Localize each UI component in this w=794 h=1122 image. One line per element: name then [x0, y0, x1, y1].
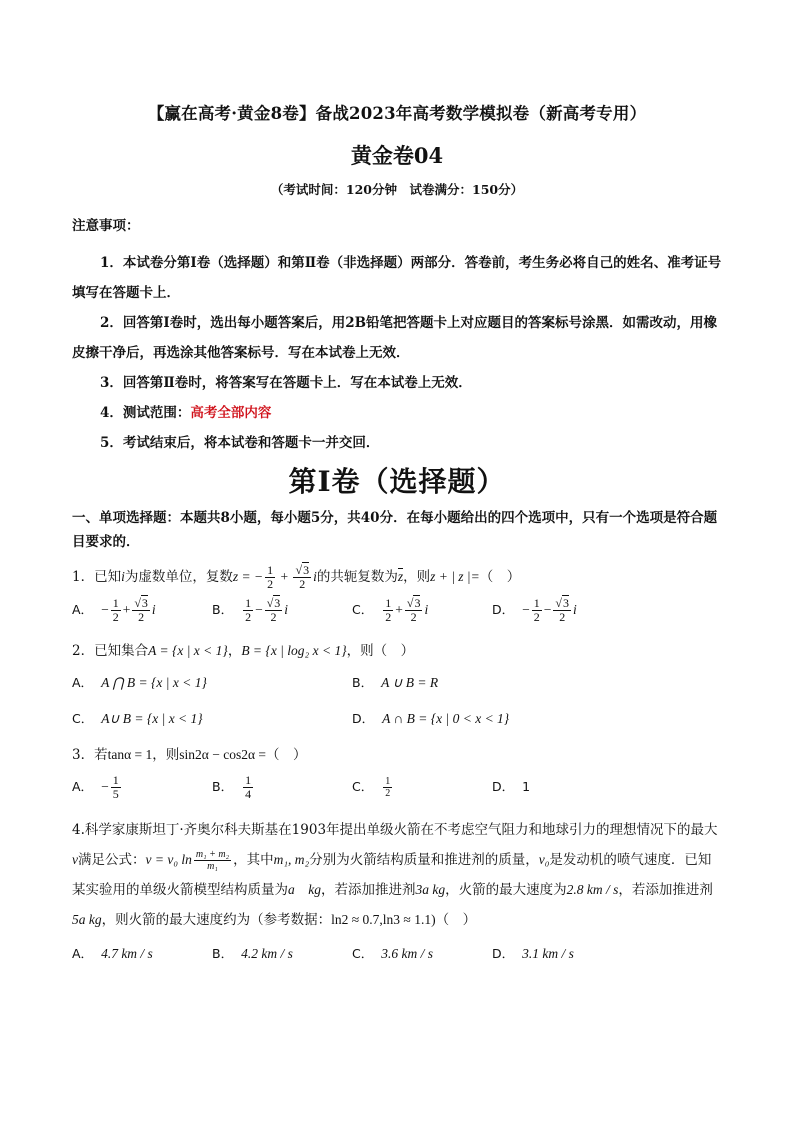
q3-option-a[interactable]: A． − $\frac{1}{5}$: [72, 773, 119, 801]
q1-option-b[interactable]: B． $\frac{1}{2}$ − $\frac{√3}{2}$ i: [212, 596, 289, 624]
q4-option-c[interactable]: C． 3.6 km / s: [352, 946, 433, 961]
q4-option-d[interactable]: D． 3.1 km / s: [492, 946, 574, 961]
paper-title: 黄金卷04: [350, 143, 444, 168]
paper-series-title: 【赢在高考·黄金8卷】备战2023年高考数学模拟卷（新高考专用）: [147, 104, 647, 123]
q2-option-d[interactable]: D． A ∩ B = {x | 0 < x < 1}: [352, 711, 510, 726]
question-1-options: [72, 597, 722, 624]
note-item-3: 3．回答第Ⅱ卷时，将答案写在答题卡上．写在本试卷上无效．: [100, 375, 472, 391]
exam-page: [72, 100, 722, 981]
q2-option-a[interactable]: A． A ⋂ B = {x | x < 1}: [72, 675, 207, 690]
q2-option-c[interactable]: C． A∪ B = {x | x < 1}: [72, 711, 203, 726]
question-2: 2．已知集合A = {x | x < 1}，B = {x | log₂ x < 1}，则（ ）: [72, 643, 415, 659]
q1-option-c[interactable]: C． $\frac{1}{2}$ + $\frac{√3}{2}$ i: [352, 596, 429, 624]
q1-option-a[interactable]: A． − $\frac{1}{2}$ + $\frac{√3}{2}$ i: [72, 596, 156, 624]
question-2-options-row-1: [72, 670, 722, 696]
q3-option-b[interactable]: B． $\frac{1}{4}$: [212, 773, 252, 801]
fraction-half: $\frac{1}{2}$: [267, 563, 274, 591]
q2-option-b[interactable]: B． A ∪ B = R: [352, 675, 439, 690]
q4-option-a[interactable]: A． 4.7 km / s: [72, 946, 153, 961]
question-1: 1．已知i为虚数单位，复数z = − $\frac{1}{2}$ + $\frac{√3}{2}$ i的共轭复数为z，则z + | z |=（ ）: [72, 563, 521, 591]
test-scope-highlight: 高考全部内容: [190, 405, 272, 421]
notes-heading: 注意事项：: [72, 218, 140, 234]
fraction-sqrt3-half: $\frac{√3}{2}$: [295, 563, 310, 591]
question-2-options-row-2: [72, 706, 722, 732]
rocket-mass-fraction: $\frac{\text{m₁ + m₂}}{\text{m₁}}$: [195, 849, 230, 872]
q4-option-b[interactable]: B． 4.2 km / s: [212, 946, 293, 961]
question-3-options: [72, 774, 722, 801]
note-item-2: 2．回答第Ⅰ卷时，选出每小题答案后，用2B铅笔把答题卡上对应题目的答案标号涂黑．如需改动，用橡皮擦干净后，再选涂其他答案标号．写在本试卷上无效．: [72, 315, 718, 361]
part-description: 一、单项选择题：本题共8小题，每小题5分，共40分．在每小题给出的四个选项中，只有一个选项是符合题目要求的．: [72, 510, 718, 550]
question-3: 3．若tanα = 1，则sin2α − cos2α =（ ）: [72, 747, 307, 763]
question-4: 4.科学家康斯坦丁·齐奥尔科夫斯基在1903年提出单级火箭在不考虑空气阻力和地球引力的理想情况下的最大v满足公式：v = v₀ ln $\frac{\text{m₁ + m₂}}{\text{m₁}}$ ，其中m₁, m₂分别为火箭结构质量和推进剂的质量，v₀是发动机的喷气速度．已知某实验用的单级火箭模型结构质量为a kg，若添加推进剂3a kg，火箭的最大速度为2.8 km / s，若添加推进剂5a kg，则火箭的最大速度约为（参考数据：ln2 ≈ 0.7,ln3 ≈ 1.1)（ ）: [72, 822, 718, 928]
note-item-4: [72, 398, 722, 428]
q3-option-d[interactable]: D． 1: [492, 779, 531, 794]
note-item-1: 1．本试卷分第Ⅰ卷（选择题）和第Ⅱ卷（非选择题）两部分．答卷前，考生务必将自己的姓名、准考证号填写在答题卡上．: [72, 255, 722, 301]
exam-info: （考试时间：120分钟 试卷满分：150分）: [270, 182, 524, 197]
section-title: 第Ⅰ卷（选择题）: [288, 465, 506, 498]
note-item-5: 5．考试结束后，将本试卷和答题卡一并交回．: [100, 435, 380, 451]
note-item-4-prefix: 4．测试范围：: [100, 405, 191, 421]
q3-option-c[interactable]: C． $\frac{1}{2}$: [352, 776, 391, 799]
q1-option-d[interactable]: D． − $\frac{1}{2}$ − $\frac{√3}{2}$ i: [492, 596, 577, 624]
question-4-options: [72, 941, 722, 967]
